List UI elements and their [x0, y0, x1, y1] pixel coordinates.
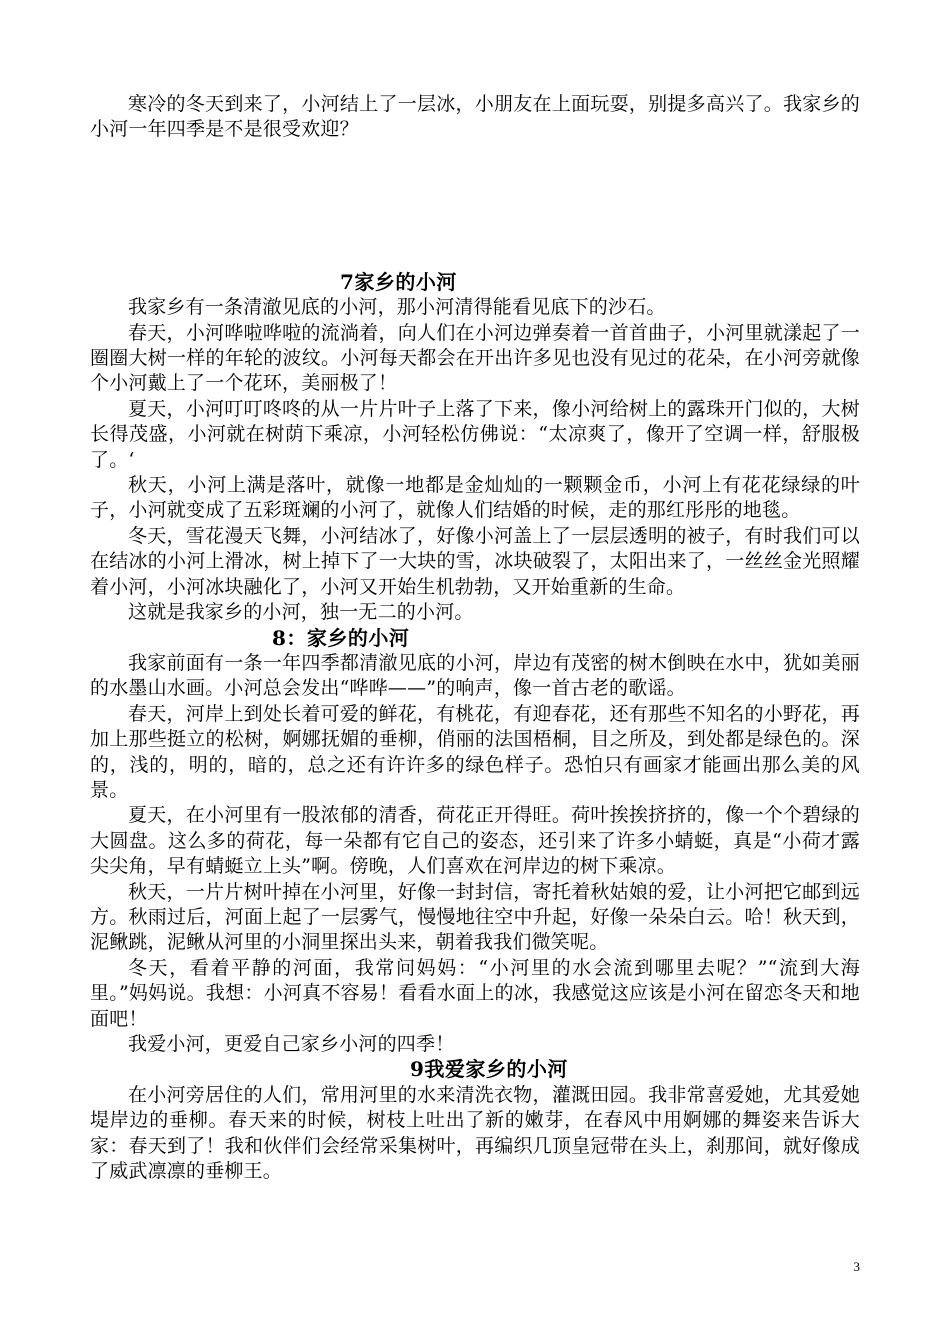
- section-spacer: [90, 143, 860, 270]
- section-8-paragraph-6: 我爱小河，更爱自己家乡小河的四季！: [128, 1033, 455, 1055]
- section-7-title: 7家乡的小河: [340, 269, 457, 294]
- section-7-paragraph-6: 这就是我家乡的小河，独一无二的小河。: [128, 601, 474, 624]
- document-body: [90, 92, 860, 1184]
- section-7-paragraph-4: 秋天，小河上满是落叶，就像一地都是金灿灿的一颗颗金币，小河上有花花绿绿的叶子，小河就变成了五彩斑斓的小河了，就像人们结婚的时候，走的那红彤彤的地毯。: [90, 474, 860, 522]
- section-7-paragraph-1: 我家乡有一条清澈见底的小河，那小河清得能看见底下的沙石。: [128, 296, 666, 319]
- section-7-paragraph-5: 冬天，雪花漫天飞舞，小河结冰了，好像小河盖上了一层层透明的被子，有时我们可以在结冰的小河上滑冰，树上掉下了一大块的雪，冰块破裂了，太阳出来了，一丝丝金光照耀着小河，小河冰块融化了，小河又开始生机勃勃，又开始重新的生命。: [90, 524, 860, 598]
- section-8-paragraph-2: 春天，河岸上到处长着可爱的鲜花，有桃花，有迎春花，还有那些不知名的小野花，再加上那些挺立的松树，婀娜抚媚的垂柳，俏丽的法国梧桐，目之所及，到处都是绿色的。深的，浅的，明的，暗的，总之还有许许多的绿色样子。恐怕只有画家才能画出那么美的风景。: [90, 702, 860, 801]
- intro-paragraph: 寒冷的冬天到来了，小河结上了一层冰，小朋友在上面玩耍，别提多高兴了。我家乡的小河一年四季是不是很受欢迎？: [90, 93, 860, 141]
- section-7-paragraph-2: 春天，小河哗啦哗啦的流淌着，向人们在小河边弹奏着一首首曲子，小河里就漾起了一圈圈大树一样的年轮的波纹。小河每天都会在开出许多见也没有见过的花朵，在小河旁就像个小河戴上了一个花环，美丽极了！: [90, 321, 860, 395]
- section-9-paragraph-1: 在小河旁居住的人们，常用河里的水来清洗衣物，灌溉田园。我非常喜爱她，尤其爱她堤岸边的垂柳。春天来的时候，树枝上吐出了新的嫩芽，在春风中用婀娜的舞姿来告诉大家：春天到了！我和伙伴们会经常采集树叶，再编织几顶皇冠带在头上，刹那间，就好像成了威武凛凛的垂柳王。: [90, 1083, 860, 1183]
- section-8-paragraph-5: 冬天，看着平静的河面，我常问妈妈：“小河里的水会流到哪里去呢？”“流到大海里。”妈妈说。我想：小河真不容易！看看水面上的冰，我感觉这应该是小河在留恋冬天和地面吧！: [90, 956, 860, 1030]
- section-9-title: 9我爱家乡的小河: [410, 1057, 568, 1082]
- section-7-paragraph-3: 夏天，小河叮叮咚咚的从一片片叶子上落了下来，像小河给树上的露珠开门似的，大树长得茂盛，小河就在树荫下乘凉，小河轻松仿佛说：“太凉爽了，像开了空调一样，舒服极了。‘: [90, 397, 860, 471]
- section-8-paragraph-4: 秋天，一片片树叶掉在小河里，好像一封封信，寄托着秋姑娘的爱，让小河把它邮到远方。秋雨过后，河面上起了一层雾气，慢慢地往空中升起，好像一朵朵白云。哈！秋天到，泥鳅跳，泥鳅从河里的小洞里探出头来，朝着我我们微笑呢。: [90, 880, 860, 954]
- section-8-paragraph-1: 我家前面有一条一年四季都清澈见底的小河，岸边有茂密的树木倒映在水中，犹如美丽的水墨山水画。小河总会发出“哗哗——”的响声，像一首古老的歌谣。: [90, 651, 860, 700]
- page-number: 3: [853, 1259, 860, 1274]
- section-8-paragraph-3: 夏天，在小河里有一股浓郁的清香，荷花正开得旺。荷叶挨挨挤挤的，像一个个碧绿的大圆盘。这么多的荷花，每一朵都有它自己的姿态，还引来了许多小蜻蜓，真是“小荷才露尖尖角，早有蜻蜓立上头”啊。傍晚，人们喜欢在河岸边的树下乘凉。: [90, 804, 860, 878]
- section-8-title: 8：家乡的小河: [272, 625, 410, 650]
